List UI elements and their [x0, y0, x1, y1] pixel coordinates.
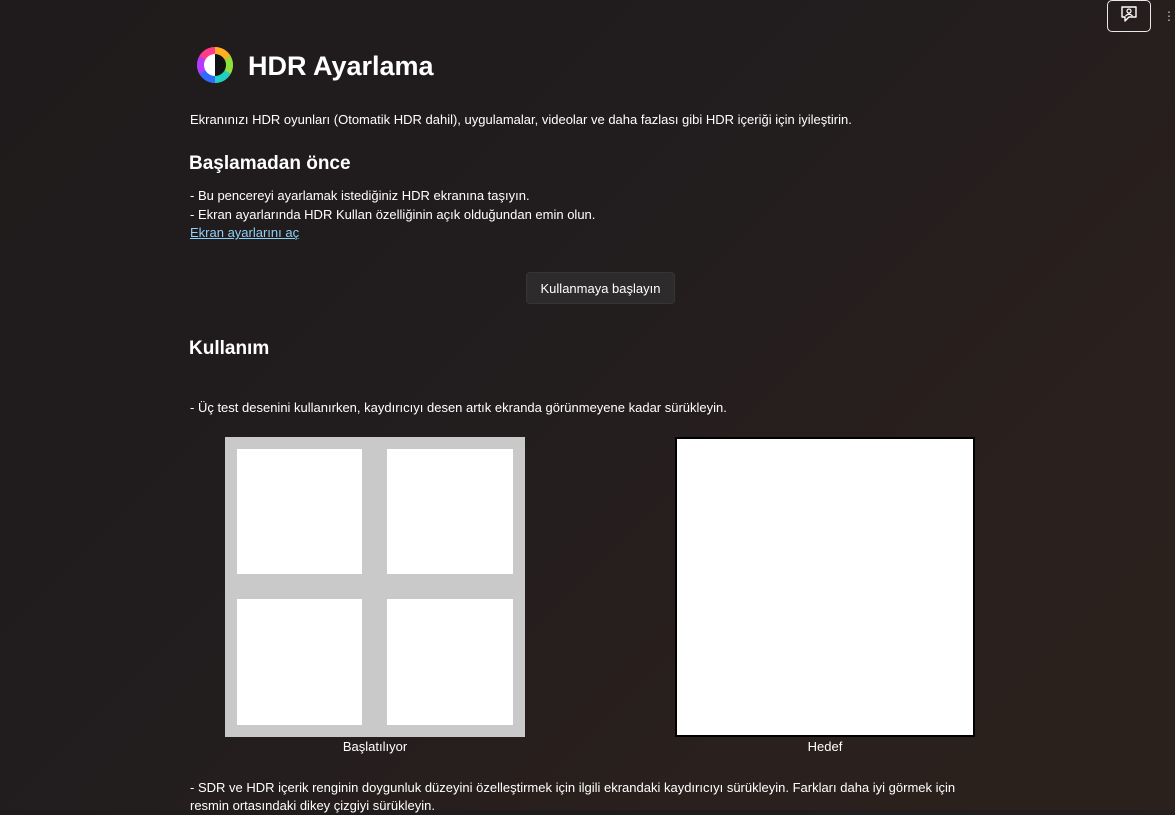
before-start-heading: Başlamadan önce: [189, 153, 351, 174]
pattern-square-bottom-left: [237, 599, 362, 725]
before-start-line-1: - Bu pencereyi ayarlamak istediğiniz HDR ekranına taşıyın.: [190, 188, 530, 203]
pattern-square-top-right: [387, 449, 513, 574]
calibration-test-pattern: [225, 437, 525, 737]
feedback-icon: [1119, 5, 1139, 28]
before-start-line-2: - Ekran ayarlarında HDR Kullan özelliğinin açık olduğundan emin olun.: [190, 207, 596, 222]
color-wheel-icon: [197, 47, 233, 83]
start-button[interactable]: Kullanmaya başlayın: [526, 272, 675, 304]
usage-heading: Kullanım: [189, 338, 270, 359]
pattern-square-top-left: [237, 449, 362, 574]
intro-description: Ekranınızı HDR oyunları (Otomatik HDR dahil), uygulamalar, videolar ve daha fazlası gibi HDR içeriği için iyileştirin.: [190, 112, 852, 127]
target-pattern: [675, 437, 975, 737]
pattern-caption: Başlatılıyor: [342, 739, 408, 754]
pattern-square-bottom-right: [387, 599, 513, 725]
feedback-button[interactable]: [1107, 0, 1151, 32]
page-title: HDR Ayarlama: [248, 51, 434, 81]
target-caption: Hedef: [807, 739, 843, 754]
usage-instruction-2-line-2: resmin ortasındaki dikey çizgiyi sürükleyin.: [190, 798, 435, 813]
usage-instruction-2-line-1: - SDR ve HDR içerik renginin doygunluk düzeyini özelleştirmek için ilgili ekrandaki kaydırıcıyı sürükleyin. Farkları daha iyi görmek için: [190, 780, 956, 795]
display-settings-link[interactable]: Ekran ayarlarını aç: [190, 225, 300, 240]
usage-instruction-1: - Üç test desenini kullanırken, kaydırıcıyı desen artık ekranda görünmeyene kadar sürükleyin.: [190, 400, 727, 415]
more-icon[interactable]: ⋮: [1163, 9, 1175, 23]
